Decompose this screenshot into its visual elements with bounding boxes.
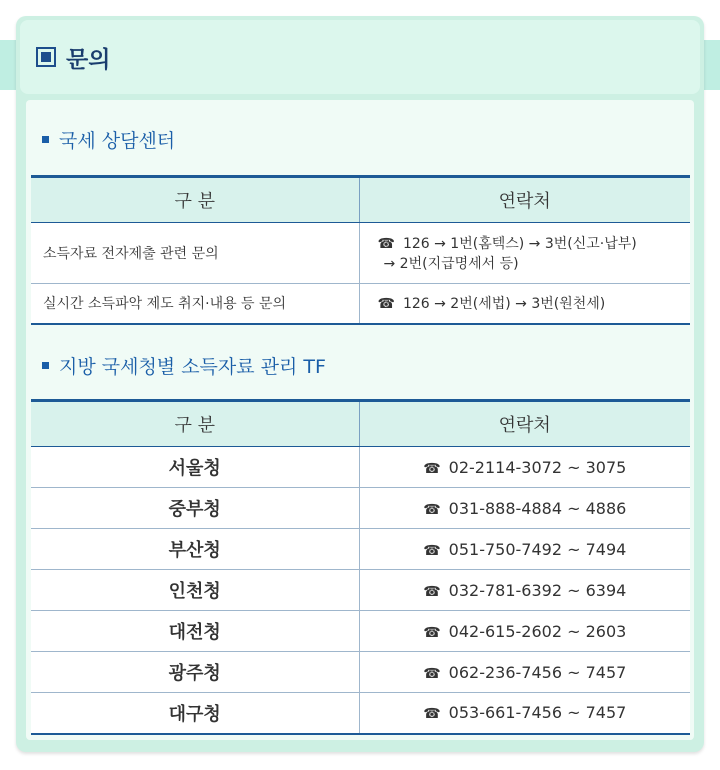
page-header	[20, 20, 700, 94]
table-row	[31, 570, 690, 611]
office-name: 서울청	[31, 447, 359, 488]
office-name: 인천청	[31, 570, 359, 611]
phone-number: 031-888-4884 ~ 4886	[448, 498, 627, 518]
office-phone	[359, 652, 690, 693]
table-row	[31, 447, 690, 488]
square-bullet-icon	[42, 362, 49, 369]
phone-number: 051-750-7492 ~ 7494	[448, 539, 627, 559]
office-name: 대구청	[31, 693, 359, 734]
column-header-contact: 연락처	[359, 177, 690, 223]
phone-number: 042-615-2602 ~ 2603	[448, 621, 627, 641]
column-header-category: 구 분	[31, 401, 359, 447]
office-phone	[359, 447, 690, 488]
contact-line-1: 126 → 1번(홈텍스) → 3번(신고·납부)	[402, 236, 637, 252]
section-title-text: 국세 상담센터	[59, 130, 176, 152]
office-phone	[359, 529, 690, 570]
office-phone	[359, 611, 690, 652]
contact-line-2: → 2번(지급명세서 등)	[383, 256, 519, 272]
section-title-text: 지방 국세청별 소득자료 관리 TF	[59, 356, 326, 378]
telephone-icon: ☎	[423, 460, 441, 477]
table-row	[31, 693, 690, 734]
table-row	[31, 611, 690, 652]
office-name: 광주청	[31, 652, 359, 693]
office-phone	[359, 693, 690, 734]
row-label: 소득자료 전자제출 관련 문의	[31, 223, 359, 284]
table-row	[31, 652, 690, 693]
column-header-category: 구 분	[31, 177, 359, 223]
table-row	[31, 223, 690, 284]
telephone-icon: ☎	[423, 501, 441, 518]
contact-line-1: 126 → 2번(세법) → 3번(원천세)	[402, 296, 606, 313]
telephone-icon: ☎	[423, 665, 441, 682]
column-header-contact: 연락처	[359, 401, 690, 447]
square-box-icon	[36, 47, 56, 67]
telephone-icon: ☎	[423, 542, 441, 559]
office-name: 중부청	[31, 488, 359, 529]
office-phone	[359, 570, 690, 611]
phone-number: 062-236-7456 ~ 7457	[448, 662, 627, 682]
office-name: 부산청	[31, 529, 359, 570]
telephone-icon: ☎	[423, 706, 441, 723]
row-label: 실시간 소득파악 제도 취지·내용 등 문의	[31, 284, 359, 324]
page-title: 문의	[66, 46, 111, 73]
office-name: 대전청	[31, 611, 359, 652]
office-phone	[359, 488, 690, 529]
row-contact	[359, 223, 690, 284]
row-contact	[359, 284, 690, 324]
regional-office-table	[31, 399, 690, 735]
square-bullet-icon	[42, 136, 49, 143]
phone-number: 02-2114-3072 ~ 3075	[448, 457, 627, 477]
telephone-icon: ☎	[377, 236, 395, 252]
tax-center-table	[31, 175, 690, 325]
table-row	[31, 284, 690, 324]
section-title-regional-tf	[42, 352, 326, 379]
telephone-icon: ☎	[423, 583, 441, 600]
telephone-icon: ☎	[423, 624, 441, 641]
table-row	[31, 529, 690, 570]
table-row	[31, 488, 690, 529]
section-title-tax-center	[42, 126, 175, 153]
telephone-icon: ☎	[377, 296, 395, 313]
phone-number: 053-661-7456 ~ 7457	[448, 703, 627, 723]
phone-number: 032-781-6392 ~ 6394	[448, 580, 627, 600]
